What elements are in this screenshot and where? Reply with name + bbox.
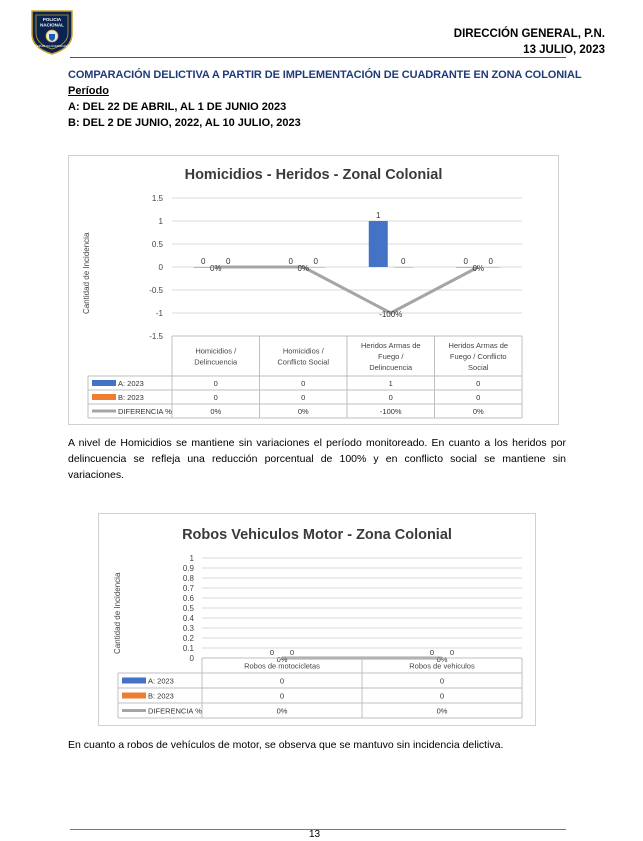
diff-label: -100%	[379, 310, 403, 319]
diff-label: 0%	[297, 264, 310, 273]
table-cell: 0	[439, 676, 445, 686]
legend-key	[92, 394, 116, 400]
category-label: Conflicto Social	[277, 357, 330, 367]
chart-robos	[98, 513, 536, 726]
table-cell: 0	[476, 393, 481, 402]
data-label: 1	[376, 211, 381, 220]
data-label: 0	[401, 257, 406, 266]
data-label: 0	[288, 257, 293, 266]
category-label: Robos de vehiculos	[409, 661, 475, 671]
data-label: 0	[269, 648, 275, 657]
y-tick-label: 0	[189, 654, 194, 663]
data-label: 0	[226, 257, 231, 266]
chart-svg	[99, 514, 535, 725]
bar-b	[394, 267, 413, 268]
y-tick-label: -0.5	[149, 286, 163, 295]
table-cell: 0	[213, 379, 218, 388]
y-tick-label: 0.4	[182, 614, 194, 623]
data-label: 0	[289, 648, 295, 657]
legend-label: DIFERENCIA %	[148, 706, 202, 716]
y-tick-label: 1	[189, 554, 194, 563]
y-tick-label: -1	[155, 309, 163, 318]
table-cell: 0	[279, 676, 285, 686]
y-tick-label: 1.5	[151, 194, 163, 203]
chart-ylabel: Cantidad de Incidencia	[113, 572, 122, 654]
category-label: Heridos Armas de	[360, 341, 421, 350]
legend-key	[92, 380, 116, 386]
y-tick-label: 0.2	[182, 634, 194, 643]
chart-svg	[69, 156, 558, 424]
category-label: Delincuencia	[369, 363, 413, 372]
y-tick-label: 0.6	[182, 594, 194, 603]
logo-text: NACIONAL	[40, 22, 64, 28]
table-cell: -100%	[379, 407, 402, 416]
table-cell: 1	[388, 379, 393, 388]
table-cell: 0	[301, 379, 306, 388]
bar-b	[481, 267, 500, 268]
data-label: 0	[201, 257, 206, 266]
diff-label: 0%	[276, 655, 288, 664]
paragraph-homicidios: A nivel de Homicidios se mantiene sin variaciones el período monitoreado. En cuanto a los heridos por delincuencia se refleja una reducción porcentual de 100% y en conflicto social se mantiene sin variaciones.	[68, 437, 566, 481]
data-label: 0	[488, 257, 493, 266]
y-tick-label: 1	[158, 217, 163, 226]
header-date: 13 JULIO, 2023	[523, 44, 605, 56]
table-cell: 0	[439, 691, 445, 701]
y-tick-label: 0.5	[151, 240, 163, 249]
chart-title: Homicidios - Heridos - Zonal Colonial	[184, 167, 443, 183]
y-tick-label: 0.7	[182, 584, 194, 593]
y-tick-label: 0.8	[182, 574, 194, 583]
legend-label: B: 2023	[148, 691, 174, 701]
diff-label: 0%	[209, 264, 222, 273]
chart-ylabel: Cantidad de Incidencia	[82, 232, 91, 314]
legend-key	[122, 693, 146, 699]
y-tick-label: 0.5	[182, 604, 194, 613]
page-number: 13	[309, 829, 321, 840]
category-label: Delincuencia	[194, 357, 238, 367]
table-cell: 0	[388, 393, 393, 402]
y-tick-label: -1.5	[149, 332, 163, 341]
diff-label: 0%	[436, 655, 448, 664]
category-label: Robos de motocicletas	[244, 661, 320, 671]
table-cell: 0	[213, 393, 218, 402]
table-cell: 0%	[210, 407, 222, 416]
y-tick-label: 0.1	[182, 644, 194, 653]
category-label: Homicidios /	[195, 346, 237, 356]
page-title: COMPARACIÓN DELICTIVA A PARTIR DE IMPLEMENTACIÓN DE CUADRANTE EN ZONA COLONIAL	[68, 69, 582, 81]
table-cell: 0%	[276, 706, 288, 716]
legend-label: A: 2023	[148, 676, 174, 686]
data-label: 0	[463, 257, 468, 266]
table-cell: 0	[476, 379, 481, 388]
header-divider	[70, 57, 566, 58]
chart-homicidios	[68, 155, 559, 425]
table-cell: 0%	[472, 407, 484, 416]
category-label: Fuego / Conflicto	[449, 352, 507, 361]
paragraph-robos: En cuanto a robos de vehículos de motor, se observa que se mantuvo sin incidencia delictiva.	[68, 739, 504, 751]
bar-a	[369, 221, 388, 267]
table-cell: 0%	[297, 407, 309, 416]
diff-label: 0%	[472, 264, 485, 273]
table-cell: 0%	[436, 706, 448, 716]
table-cell: 0	[279, 691, 285, 701]
bar-b	[306, 267, 325, 268]
logo-text: REPÚBLICA DOMINICANA	[34, 44, 70, 48]
category-label: Social	[468, 363, 489, 372]
legend-label: B: 2023	[118, 393, 144, 402]
header-org: DIRECCIÓN GENERAL, P.N.	[453, 28, 605, 40]
table-cell: 0	[301, 393, 306, 402]
periodo-label: Período	[68, 85, 109, 97]
legend-key	[122, 678, 146, 684]
category-label: Homicidios /	[282, 346, 324, 356]
y-tick-label: 0.3	[182, 624, 194, 633]
period-a: A: DEL 22 DE ABRIL, AL 1 DE JUNIO 2023	[68, 101, 287, 113]
period-b: B: DEL 2 DE JUNIO, 2022, AL 10 JULIO, 2023	[68, 117, 301, 129]
chart-title: Robos Vehiculos Motor - Zona Colonial	[182, 527, 452, 543]
legend-label: A: 2023	[118, 379, 144, 388]
y-tick-label: 0	[158, 263, 163, 272]
data-label: 0	[429, 648, 435, 657]
logo-text: POLICIA	[42, 17, 62, 22]
data-label: 0	[449, 648, 455, 657]
y-tick-label: 0.9	[182, 564, 194, 573]
police-shield-logo	[28, 8, 76, 56]
legend-label: DIFERENCIA %	[118, 407, 172, 416]
category-label: Heridos Armas de	[448, 341, 509, 350]
data-label: 0	[313, 257, 318, 266]
category-label: Fuego /	[378, 352, 404, 361]
